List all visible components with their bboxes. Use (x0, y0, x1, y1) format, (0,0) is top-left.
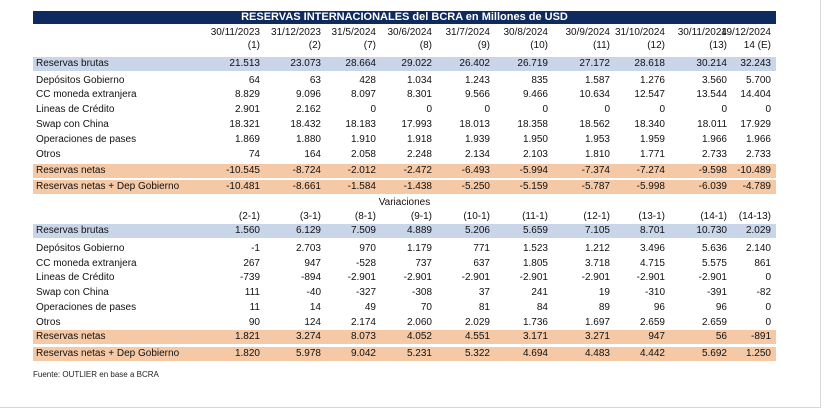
table-cell: -4.789 (742, 181, 771, 192)
table-cell: 3.560 (701, 75, 727, 86)
table-cell: 637 (473, 258, 490, 269)
table-cell: 0 (542, 104, 548, 115)
table-cell: -10.481 (226, 181, 260, 192)
table-cell: 1.953 (584, 134, 610, 145)
table-cell: 27.172 (579, 58, 610, 69)
table-cell: -2.012 (347, 165, 376, 176)
table-row (33, 301, 776, 315)
variation-code: (10-1) (463, 211, 490, 222)
table-cell: 1.243 (464, 75, 490, 86)
table-cell: 2.134 (464, 149, 490, 160)
table-cell: -40 (306, 287, 321, 298)
table-cell: -5.250 (461, 181, 490, 192)
table-cell: 1.820 (234, 348, 260, 359)
table-cell: 74 (248, 149, 260, 160)
column-code: (11) (592, 40, 610, 51)
column-code: (8) (419, 40, 432, 51)
table-cell: 1.034 (406, 75, 432, 86)
table-cell: 2.103 (522, 149, 548, 160)
table-cell: 0 (604, 104, 610, 115)
table-cell: 96 (715, 302, 727, 313)
table-cell: 5.231 (406, 348, 432, 359)
table-cell: 49 (364, 302, 376, 313)
table-cell: -10.545 (226, 165, 260, 176)
table-cell: 3.496 (639, 243, 665, 254)
table-cell: 8.301 (406, 89, 432, 100)
row-label: Lineas de Crédito (36, 104, 115, 115)
table-cell: 5.575 (701, 258, 727, 269)
table-cell: -2.901 (636, 272, 665, 283)
table-cell: 9.042 (350, 348, 376, 359)
table-cell: 4.052 (406, 331, 432, 342)
variation-code: (11-1) (522, 211, 548, 222)
table-cell: 9.466 (522, 89, 548, 100)
table-cell: 32.243 (740, 58, 771, 69)
table-row (33, 164, 776, 178)
header-dates-row (33, 27, 776, 39)
table-cell: 428 (359, 75, 376, 86)
table-cell: -391 (706, 287, 727, 298)
table-cell: 14 (309, 302, 321, 313)
table-cell: 70 (420, 302, 432, 313)
table-row (33, 286, 776, 300)
table-cell: 2.703 (295, 243, 321, 254)
table-cell: -2.901 (581, 272, 610, 283)
table-cell: 19 (598, 287, 610, 298)
table-cell: 37 (478, 287, 490, 298)
column-date: 30/6/2024 (387, 27, 432, 38)
table-cell: -2.901 (347, 272, 376, 283)
table-cell: 1.250 (745, 348, 771, 359)
table-cell: 1.212 (584, 243, 610, 254)
table-cell: 241 (531, 287, 548, 298)
table-cell: -6.039 (698, 181, 727, 192)
table-cell: 1.959 (639, 134, 665, 145)
table-cell: 63 (309, 75, 321, 86)
table-cell: 2.162 (295, 104, 321, 115)
row-label: Reservas brutas (36, 225, 109, 236)
variation-code: (12-1) (583, 211, 610, 222)
table-cell: 5.692 (701, 348, 727, 359)
column-code: (10) (530, 40, 548, 51)
table-cell: 124 (304, 317, 321, 328)
table-cell: 18.183 (345, 119, 376, 130)
table-cell: 1.805 (522, 258, 548, 269)
column-date: 30/9/2024 (565, 27, 610, 38)
table-cell: 96 (653, 302, 665, 313)
table-cell: 2.029 (464, 317, 490, 328)
table-cell: 0 (765, 272, 771, 283)
table-cell: 18.358 (517, 119, 548, 130)
table-cell: 4.551 (464, 331, 490, 342)
table-cell: 1.950 (522, 134, 548, 145)
table-cell: 1.179 (406, 243, 432, 254)
table-cell: 18.011 (697, 119, 727, 130)
table-row (33, 57, 776, 71)
variation-code: (8-1) (354, 211, 376, 222)
table-cell: 0 (765, 302, 771, 313)
table-cell: 1.880 (295, 134, 321, 145)
table-cell: 0 (484, 104, 490, 115)
table-cell: 1.939 (464, 134, 490, 145)
table-cell: 5.978 (295, 348, 321, 359)
variation-code: (2-1) (238, 211, 260, 222)
table-cell: 6.129 (295, 225, 321, 236)
column-date: 31/10/2024 (614, 27, 665, 38)
table-cell: -5.787 (581, 181, 610, 192)
table-cell: 90 (248, 317, 260, 328)
table-row (33, 242, 776, 256)
table-cell: -308 (411, 287, 432, 298)
table-cell: 4.483 (584, 348, 610, 359)
row-label: Reservas brutas (36, 58, 109, 69)
column-date: 19/12/2024 (720, 27, 771, 38)
table-cell: 861 (754, 258, 771, 269)
table-cell: 28.664 (345, 58, 376, 69)
variation-code: (14-13) (738, 211, 771, 222)
table-cell: 1.560 (234, 225, 260, 236)
header-variation-codes-row (33, 211, 776, 223)
table-cell: 3.274 (295, 331, 321, 342)
table-cell: 18.321 (229, 119, 260, 130)
table-cell: 17.993 (401, 119, 432, 130)
table-cell: -327 (355, 287, 376, 298)
table-cell: 0 (426, 104, 432, 115)
table-cell: 8.701 (639, 225, 665, 236)
table-cell: 111 (244, 287, 260, 298)
table-cell: 1.810 (584, 149, 610, 160)
table-row (33, 257, 776, 271)
column-date: 30/11/2023 (210, 27, 260, 38)
row-label: Lineas de Crédito (36, 272, 115, 283)
table-cell: 21.513 (229, 58, 260, 69)
table-cell: 5.206 (464, 225, 490, 236)
table-cell: 5.700 (745, 75, 771, 86)
table-cell: 26.402 (459, 58, 490, 69)
table-cell: 7.105 (584, 225, 610, 236)
table-cell: 1.869 (234, 134, 260, 145)
table-cell: -528 (355, 258, 376, 269)
table-cell: 1.910 (350, 134, 376, 145)
table-cell: -7.374 (581, 165, 610, 176)
table-cell: 4.694 (522, 348, 548, 359)
table-cell: 10.730 (696, 225, 727, 236)
variation-code: (3-1) (299, 211, 321, 222)
table-cell: 12.547 (634, 89, 665, 100)
table-cell: -2.472 (403, 165, 432, 176)
table-cell: 1.966 (745, 134, 771, 145)
table-cell: -894 (300, 272, 321, 283)
table-cell: 8.073 (350, 331, 376, 342)
column-code: (9) (477, 40, 490, 51)
table-row (33, 330, 776, 344)
table-cell: 2.058 (350, 149, 376, 160)
table-cell: 8.097 (350, 89, 376, 100)
table-cell: 0 (765, 104, 771, 115)
table-row (33, 133, 776, 147)
table-cell: 89 (598, 302, 610, 313)
table-cell: 84 (536, 302, 548, 313)
table-row (33, 103, 776, 117)
table-cell: 1.697 (584, 317, 610, 328)
row-label: Swap con China (36, 119, 109, 130)
table-title: RESERVAS INTERNACIONALES del BCRA en Millones de USD (33, 11, 776, 24)
table-cell: 2.140 (745, 243, 771, 254)
table-cell: -2.901 (461, 272, 490, 283)
row-label: Swap con China (36, 287, 109, 298)
column-code: 14 (E) (743, 40, 771, 51)
table-cell: 835 (531, 75, 548, 86)
table-cell: 64 (248, 75, 260, 86)
row-label: Depósitos Gobierno (36, 75, 125, 86)
table-cell: 1.771 (639, 149, 665, 160)
table-cell: 8.829 (234, 89, 260, 100)
table-cell: -5.998 (636, 181, 665, 192)
table-cell: 7.509 (350, 225, 376, 236)
table-cell: 1.523 (522, 243, 548, 254)
table-cell: 1.966 (701, 134, 727, 145)
row-label: Reservas netas (36, 165, 106, 176)
column-code: (12) (647, 40, 665, 51)
table-cell: 0 (721, 104, 727, 115)
table-cell: -2.901 (403, 272, 432, 283)
table-cell: 81 (478, 302, 490, 313)
column-date: 30/8/2024 (503, 27, 548, 38)
column-date: 31/5/2024 (331, 27, 376, 38)
variation-code: (9-1) (410, 211, 432, 222)
table-cell: 2.733 (745, 149, 771, 160)
table-cell: 3.171 (522, 331, 548, 342)
table-cell: 5.659 (522, 225, 548, 236)
row-label: Otros (36, 149, 61, 160)
table-cell: -10.489 (737, 165, 771, 176)
header-codes-row (33, 40, 776, 52)
table-cell: -5.159 (519, 181, 548, 192)
row-label: Otros (36, 317, 61, 328)
table-cell: 5.322 (464, 348, 490, 359)
table-cell: 0 (765, 317, 771, 328)
column-code: (7) (363, 40, 376, 51)
table-cell: 1.276 (639, 75, 665, 86)
table-cell: 1.736 (522, 317, 548, 328)
table-cell: 3.718 (584, 258, 610, 269)
row-label: Reservas netas (36, 331, 106, 342)
table-row (33, 180, 776, 194)
column-code: (2) (308, 40, 321, 51)
table-cell: -891 (750, 331, 771, 342)
table-cell: 771 (473, 243, 490, 254)
table-cell: 737 (415, 258, 432, 269)
table-cell: 4.442 (639, 348, 665, 359)
table-cell: 3.271 (584, 331, 610, 342)
table-cell: 2.029 (745, 225, 771, 236)
table-cell: 1.821 (234, 331, 260, 342)
row-label: Operaciones de pases (36, 302, 137, 313)
variation-code: (14-1) (700, 211, 727, 222)
table-cell: -8.661 (292, 181, 321, 192)
table-cell: 18.013 (459, 119, 490, 130)
table-cell: -739 (239, 272, 260, 283)
table-cell: 13.544 (696, 89, 727, 100)
column-date: 31/7/2024 (445, 27, 490, 38)
row-label: CC moneda extranjera (36, 258, 137, 269)
column-code: (13) (709, 40, 727, 51)
table-cell: -6.493 (461, 165, 490, 176)
table-cell: 2.901 (234, 104, 260, 115)
table-cell: 1.918 (406, 134, 432, 145)
table-cell: 4.715 (639, 258, 665, 269)
table-cell: 2.174 (350, 317, 376, 328)
column-date: 31/12/2023 (270, 27, 321, 38)
table-cell: 10.634 (579, 89, 610, 100)
table-cell: 14.404 (740, 89, 771, 100)
table-cell: 2.733 (701, 149, 727, 160)
source-note: Fuente: OUTLIER en base a BCRA (33, 370, 159, 379)
table-cell: 267 (243, 258, 260, 269)
table-cell: -2.901 (519, 272, 548, 283)
row-label: Depósitos Gobierno (36, 243, 125, 254)
variation-code: (13-1) (638, 211, 665, 222)
table-cell: -2.901 (698, 272, 727, 283)
row-label: Reservas netas + Dep Gobierno (36, 348, 180, 359)
table-cell: 2.248 (406, 149, 432, 160)
table-cell: -7.274 (636, 165, 665, 176)
table-cell: -8.724 (292, 165, 321, 176)
table-cell: 2.659 (639, 317, 665, 328)
table-cell: 4.889 (406, 225, 432, 236)
table-cell: -9.598 (698, 165, 727, 176)
table-row (33, 347, 776, 361)
table-cell: 970 (359, 243, 376, 254)
table-cell: 56 (715, 331, 727, 342)
table-row (33, 316, 776, 330)
column-code: (1) (247, 40, 260, 51)
table-cell: 9.566 (464, 89, 490, 100)
table-cell: 29.022 (401, 58, 432, 69)
table-row (33, 224, 776, 238)
row-label: Operaciones de pases (36, 134, 137, 145)
table-cell: -1.584 (347, 181, 376, 192)
table-cell: 17.929 (740, 119, 771, 130)
table-cell: 164 (304, 149, 321, 160)
variations-title: Variaciones (378, 197, 431, 208)
table-cell: 2.060 (406, 317, 432, 328)
table-cell: 947 (304, 258, 321, 269)
table-cell: 1.587 (584, 75, 610, 86)
table-cell: -1 (251, 243, 260, 254)
table-cell: 947 (648, 331, 665, 342)
table-cell: 26.719 (517, 58, 548, 69)
table-cell: 28.618 (634, 58, 665, 69)
table-cell: 0 (370, 104, 376, 115)
table-cell: 23.073 (290, 58, 321, 69)
table-row (33, 118, 776, 132)
table-cell: 18.340 (634, 119, 665, 130)
table-cell: 18.562 (579, 119, 610, 130)
table-cell: -1.438 (403, 181, 432, 192)
table-cell: 11 (249, 302, 260, 313)
table-row (33, 271, 776, 285)
row-label: Reservas netas + Dep Gobierno (36, 181, 180, 192)
table-row (33, 148, 776, 162)
table-cell: 0 (659, 104, 665, 115)
table-cell: 2.659 (701, 317, 727, 328)
table-cell: -82 (756, 287, 771, 298)
table-row (33, 88, 776, 102)
column-date: 30/11/2024 (677, 27, 727, 38)
table-cell: -310 (644, 287, 665, 298)
table-row (33, 74, 776, 88)
table-cell: 9.096 (295, 89, 321, 100)
table-cell: 30.214 (696, 58, 727, 69)
table-cell: -5.994 (519, 165, 548, 176)
row-label: CC moneda extranjera (36, 89, 137, 100)
table-cell: 5.636 (701, 243, 727, 254)
table-cell: 18.432 (290, 119, 321, 130)
